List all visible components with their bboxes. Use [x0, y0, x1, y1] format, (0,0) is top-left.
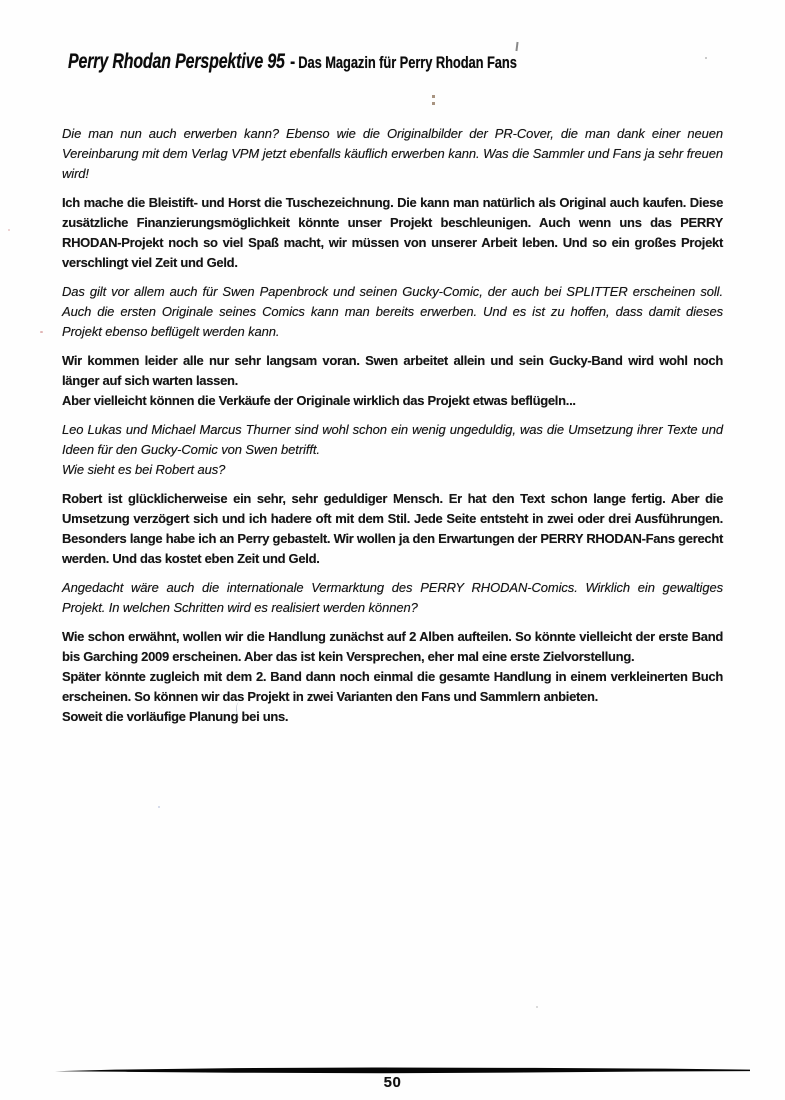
paragraph-line: Leo Lukas und Michael Marcus Thurner sind wohl schon ein wenig ungeduldig, was die Umsetzung ihrer Texte und Ideen für den Gucky-Comic von Swen betrifft.: [62, 422, 723, 457]
interview-answer-paragraph: [62, 627, 723, 727]
scan-artifact: [432, 95, 435, 109]
magazine-title: Perry Rhodan Perspektive 95: [68, 50, 285, 73]
paragraph-line: Wie schon erwähnt, wollen wir die Handlung zunächst auf 2 Alben aufteilen. So könnte vielleicht der erste Band bis Garching 2009 erscheinen. Aber das ist kein Versprechen, eher mal eine erste Zielvorstellung.: [62, 629, 723, 664]
scan-speck: [8, 229, 10, 231]
footer-rule: [55, 1062, 750, 1072]
page-number: 50: [383, 1074, 402, 1091]
interview-text: [62, 124, 723, 736]
interview-answer-paragraph: [62, 489, 723, 569]
interview-answer-paragraph: [62, 193, 723, 273]
title-separator: -: [290, 51, 296, 73]
paragraph-line: Die man nun auch erwerben kann? Ebenso wie die Originalbilder der PR-Cover, die man dank einer neuen Vereinbarung mit dem Verlag VPM jetzt ebenfalls käuflich erwerben kann. Was die Sammler und Fans ja sehr freuen wird!: [62, 126, 723, 181]
scan-speck: [40, 331, 43, 333]
interview-question-paragraph: [62, 282, 723, 342]
scan-artifact: [515, 42, 518, 51]
interview-question-paragraph: [62, 420, 723, 480]
paragraph-line: Robert ist glücklicherweise ein sehr, sehr geduldiger Mensch. Er hat den Text schon lange fertig. Aber die Umsetzung verzögert sich und ich hadere oft mit dem Stil. Jede Seite entsteht in zwei oder drei Ausführungen. Besonders lange habe ich an Perry gebastelt. Wir wollen ja den Erwartungen der PERRY RHODAN-Fans gerecht werden. Und das kostet eben Zeit und Geld.: [62, 491, 723, 566]
scan-speck: [705, 57, 707, 59]
paragraph-line: Soweit die vorläufige Planung bei uns.: [62, 709, 289, 724]
interview-question-paragraph: [62, 124, 723, 184]
page-header: [68, 50, 517, 74]
scan-speck: [158, 806, 160, 808]
paragraph-line: Später könnte zugleich mit dem 2. Band dann noch einmal die gesamte Handlung in einem verkleinerten Buch erscheinen. So können wir das Projekt in zwei Varianten den Fans und Sammlern anbieten.: [62, 669, 723, 704]
paragraph-line: Wir kommen leider alle nur sehr langsam voran. Swen arbeitet allein und sein Gucky-Band wird wohl noch länger auf sich warten lassen.: [62, 353, 723, 388]
magazine-subtitle: Das Magazin für Perry Rhodan Fans: [298, 53, 517, 72]
scan-speck: [536, 1006, 538, 1008]
paragraph-line: Angedacht wäre auch die internationale Vermarktung des PERRY RHODAN-Comics. Wirklich ein gewaltiges Projekt. In welchen Schritten wird es realisiert werden können?: [62, 580, 723, 615]
paragraph-line: Aber vielleicht können die Verkäufe der Originale wirklich das Projekt etwas beflügeln...: [62, 393, 576, 408]
paragraph-line: Ich mache die Bleistift- und Horst die Tuschezeichnung. Die kann man natürlich als Original auch kaufen. Diese zusätzliche Finanzierungsmöglichkeit könnte unser Projekt beschleunigen. Auch wenn uns das PERRY RHODAN-Projekt noch so viel Spaß macht, wir müssen von unserer Arbeit leben. Und so ein großes Projekt verschlingt viel Zeit und Geld.: [62, 195, 723, 270]
paragraph-line: Das gilt vor allem auch für Swen Papenbrock und seinen Gucky-Comic, der auch bei SPLITTER erscheinen soll. Auch die ersten Originale seines Comics kann man bereits erwerben. Und es ist zu hoffen, dass damit dieses Projekt ebenso beflügelt werden kann.: [62, 284, 723, 339]
paragraph-line: Wie sieht es bei Robert aus?: [62, 462, 226, 477]
interview-answer-paragraph: [62, 351, 723, 411]
interview-question-paragraph: [62, 578, 723, 618]
